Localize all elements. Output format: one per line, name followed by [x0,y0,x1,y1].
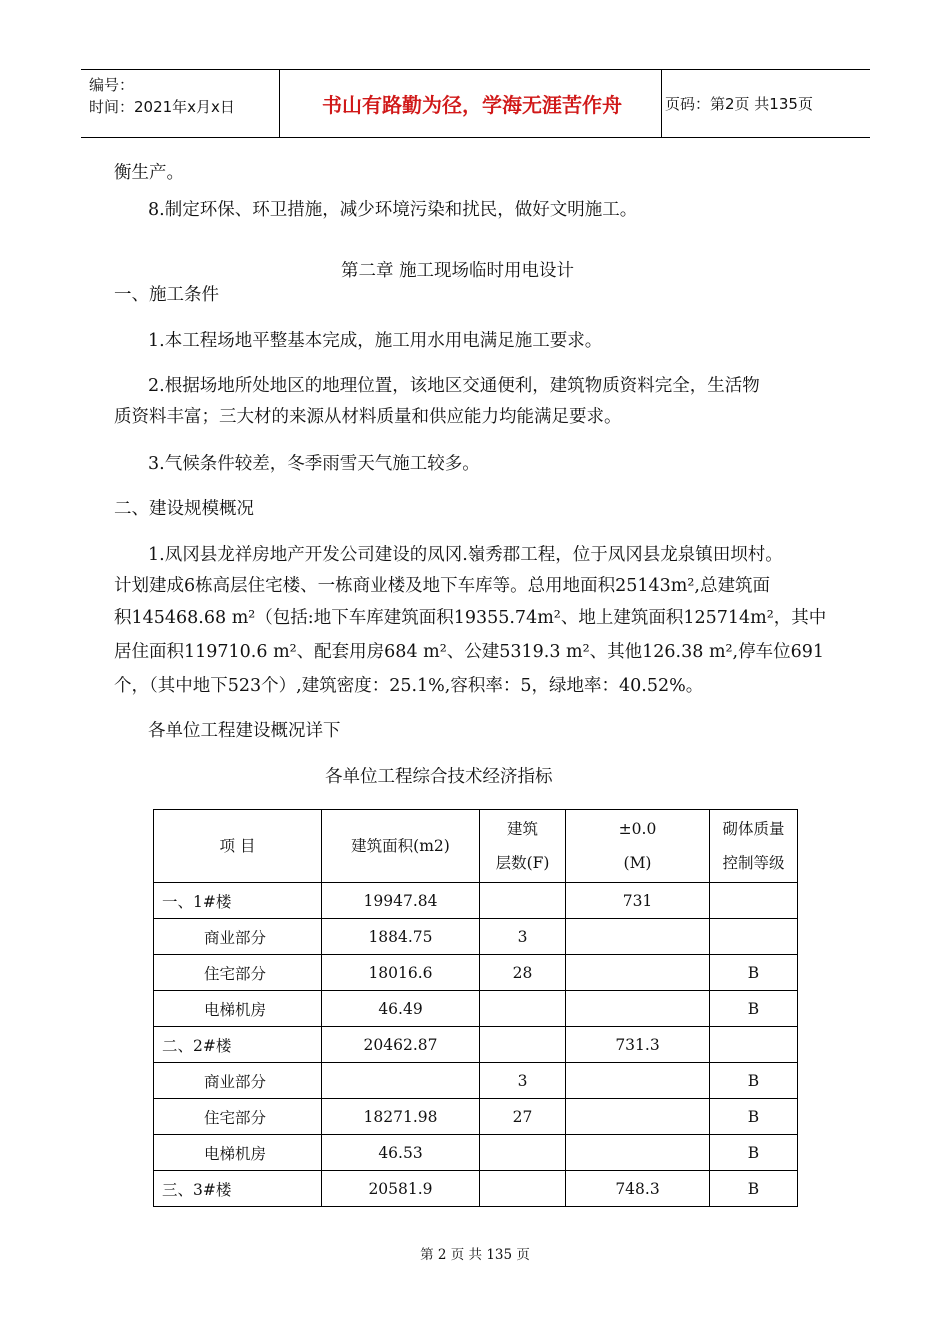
doc-code-label: 编号： [89,76,135,94]
table-row [154,1135,798,1171]
measure-item-8: 8.制定环保、环卫措施，减少环境污染和扰民，做好文明施工。 [148,200,638,220]
cell-elevation [566,1135,710,1171]
cell-item: 一、1#楼 [154,883,322,919]
condition-3: 3.气候条件较差，冬季雨雪天气施工较多。 [148,454,480,474]
scale-paragraph-line: 居住面积119710.6 m²、配套用房684 m²、公建5319.3 m²、其他126.38 m²,停车位691 [114,642,825,662]
cell-item: 商业部分 [154,1063,322,1099]
table-row [154,1063,798,1099]
cell-floors: 27 [480,1099,566,1135]
section-heading-scale: 二、建设规模概况 [114,499,254,519]
page-header [81,69,870,138]
cell-floors [480,1171,566,1207]
table-row [154,919,798,955]
table-row [154,883,798,919]
header-grade-line: 砌体质量 [722,820,785,838]
cell-area: 19947.84 [322,883,480,919]
cell-item: 住宅部分 [154,1099,322,1135]
chapter-title: 第二章 施工现场临时用电设计 [341,261,575,281]
header-motto: 书山有路勤为径，学海无涯苦作舟 [322,93,622,117]
body-line: 衡生产。 [114,163,184,183]
cell-grade: B [710,1135,798,1171]
header-meta [89,74,235,118]
cell-grade: B [710,991,798,1027]
cell-area: 46.49 [322,991,480,1027]
table-row [154,1171,798,1207]
header-grade [710,810,798,883]
cell-grade [710,1027,798,1063]
header-item: 项 目 [154,810,322,883]
cell-grade [710,919,798,955]
cell-area: 46.53 [322,1135,480,1171]
cell-floors [480,1027,566,1063]
header-page-info: 页码：第2页 共135页 [665,95,813,113]
cell-floors: 3 [480,919,566,955]
table-row [154,991,798,1027]
scale-paragraph-line: 1.凤冈县龙祥房地产开发公司建设的凤冈.嶺秀郡工程，位于凤冈县龙泉镇田坝村。 [148,545,783,565]
cell-elevation: 731.3 [566,1027,710,1063]
table-row [154,1027,798,1063]
cell-area: 20462.87 [322,1027,480,1063]
cell-item: 商业部分 [154,919,322,955]
header-grade-line: 控制等级 [722,854,785,872]
header-floors-line: 建筑 [506,820,538,838]
scale-paragraph-line: 积145468.68 m²（包括:地下车库建筑面积19355.74m²、地上建筑面积125714m²，其中 [114,608,827,628]
header-divider [661,70,662,137]
header-floors-line: 层数(F) [495,854,550,872]
header-divider [279,70,280,137]
cell-grade: B [710,1099,798,1135]
header-elevation-line: ±0.0 [618,820,657,838]
cell-area: 18016.6 [322,955,480,991]
cell-elevation [566,1099,710,1135]
cell-elevation [566,955,710,991]
cell-floors [480,883,566,919]
cell-grade [710,883,798,919]
doc-time-label: 时间：2021年x月x日 [89,98,235,116]
cell-floors [480,1135,566,1171]
cell-elevation: 748.3 [566,1171,710,1207]
condition-1: 1.本工程场地平整基本完成，施工用水用电满足施工要求。 [148,331,603,351]
condition-2-line1: 2.根据场地所处地区的地理位置，该地区交通便利，建筑物质资料完全，生活物 [148,376,760,396]
table-row [154,955,798,991]
header-floors [480,810,566,883]
cell-elevation [566,991,710,1027]
cell-item: 电梯机房 [154,991,322,1027]
cell-elevation [566,1063,710,1099]
section-heading-conditions: 一、施工条件 [114,285,219,305]
cell-grade: B [710,955,798,991]
cell-grade: B [710,1063,798,1099]
cell-floors: 3 [480,1063,566,1099]
scale-paragraph-line: 计划建成6栋高层住宅楼、一栋商业楼及地下车库等。总用地面积25143m²,总建筑面 [114,576,770,596]
detail-intro: 各单位工程建设概况详下 [148,721,341,741]
cell-item: 住宅部分 [154,955,322,991]
table-title: 各单位工程综合技术经济指标 [325,767,553,787]
cell-item: 电梯机房 [154,1135,322,1171]
header-elevation [566,810,710,883]
cell-area [322,1063,480,1099]
table-header-row [154,810,798,883]
cell-area: 20581.9 [322,1171,480,1207]
cell-item: 二、2#楼 [154,1027,322,1063]
header-elevation-line: (M) [623,854,652,872]
cell-area: 18271.98 [322,1099,480,1135]
cell-elevation [566,919,710,955]
scale-paragraph-line: 个，（其中地下523个）,建筑密度：25.1%,容积率：5，绿地率：40.52%。 [114,676,704,696]
indicator-table [153,809,798,1207]
cell-item: 三、3#楼 [154,1171,322,1207]
condition-2-line2: 质资料丰富；三大材的来源从材料质量和供应能力均能满足要求。 [114,407,622,427]
cell-elevation: 731 [566,883,710,919]
page-footer: 第 2 页 共 135 页 [420,1247,530,1263]
cell-area: 1884.75 [322,919,480,955]
header-area: 建筑面积(m2) [322,810,480,883]
cell-grade: B [710,1171,798,1207]
cell-floors: 28 [480,955,566,991]
cell-floors [480,991,566,1027]
table-row [154,1099,798,1135]
